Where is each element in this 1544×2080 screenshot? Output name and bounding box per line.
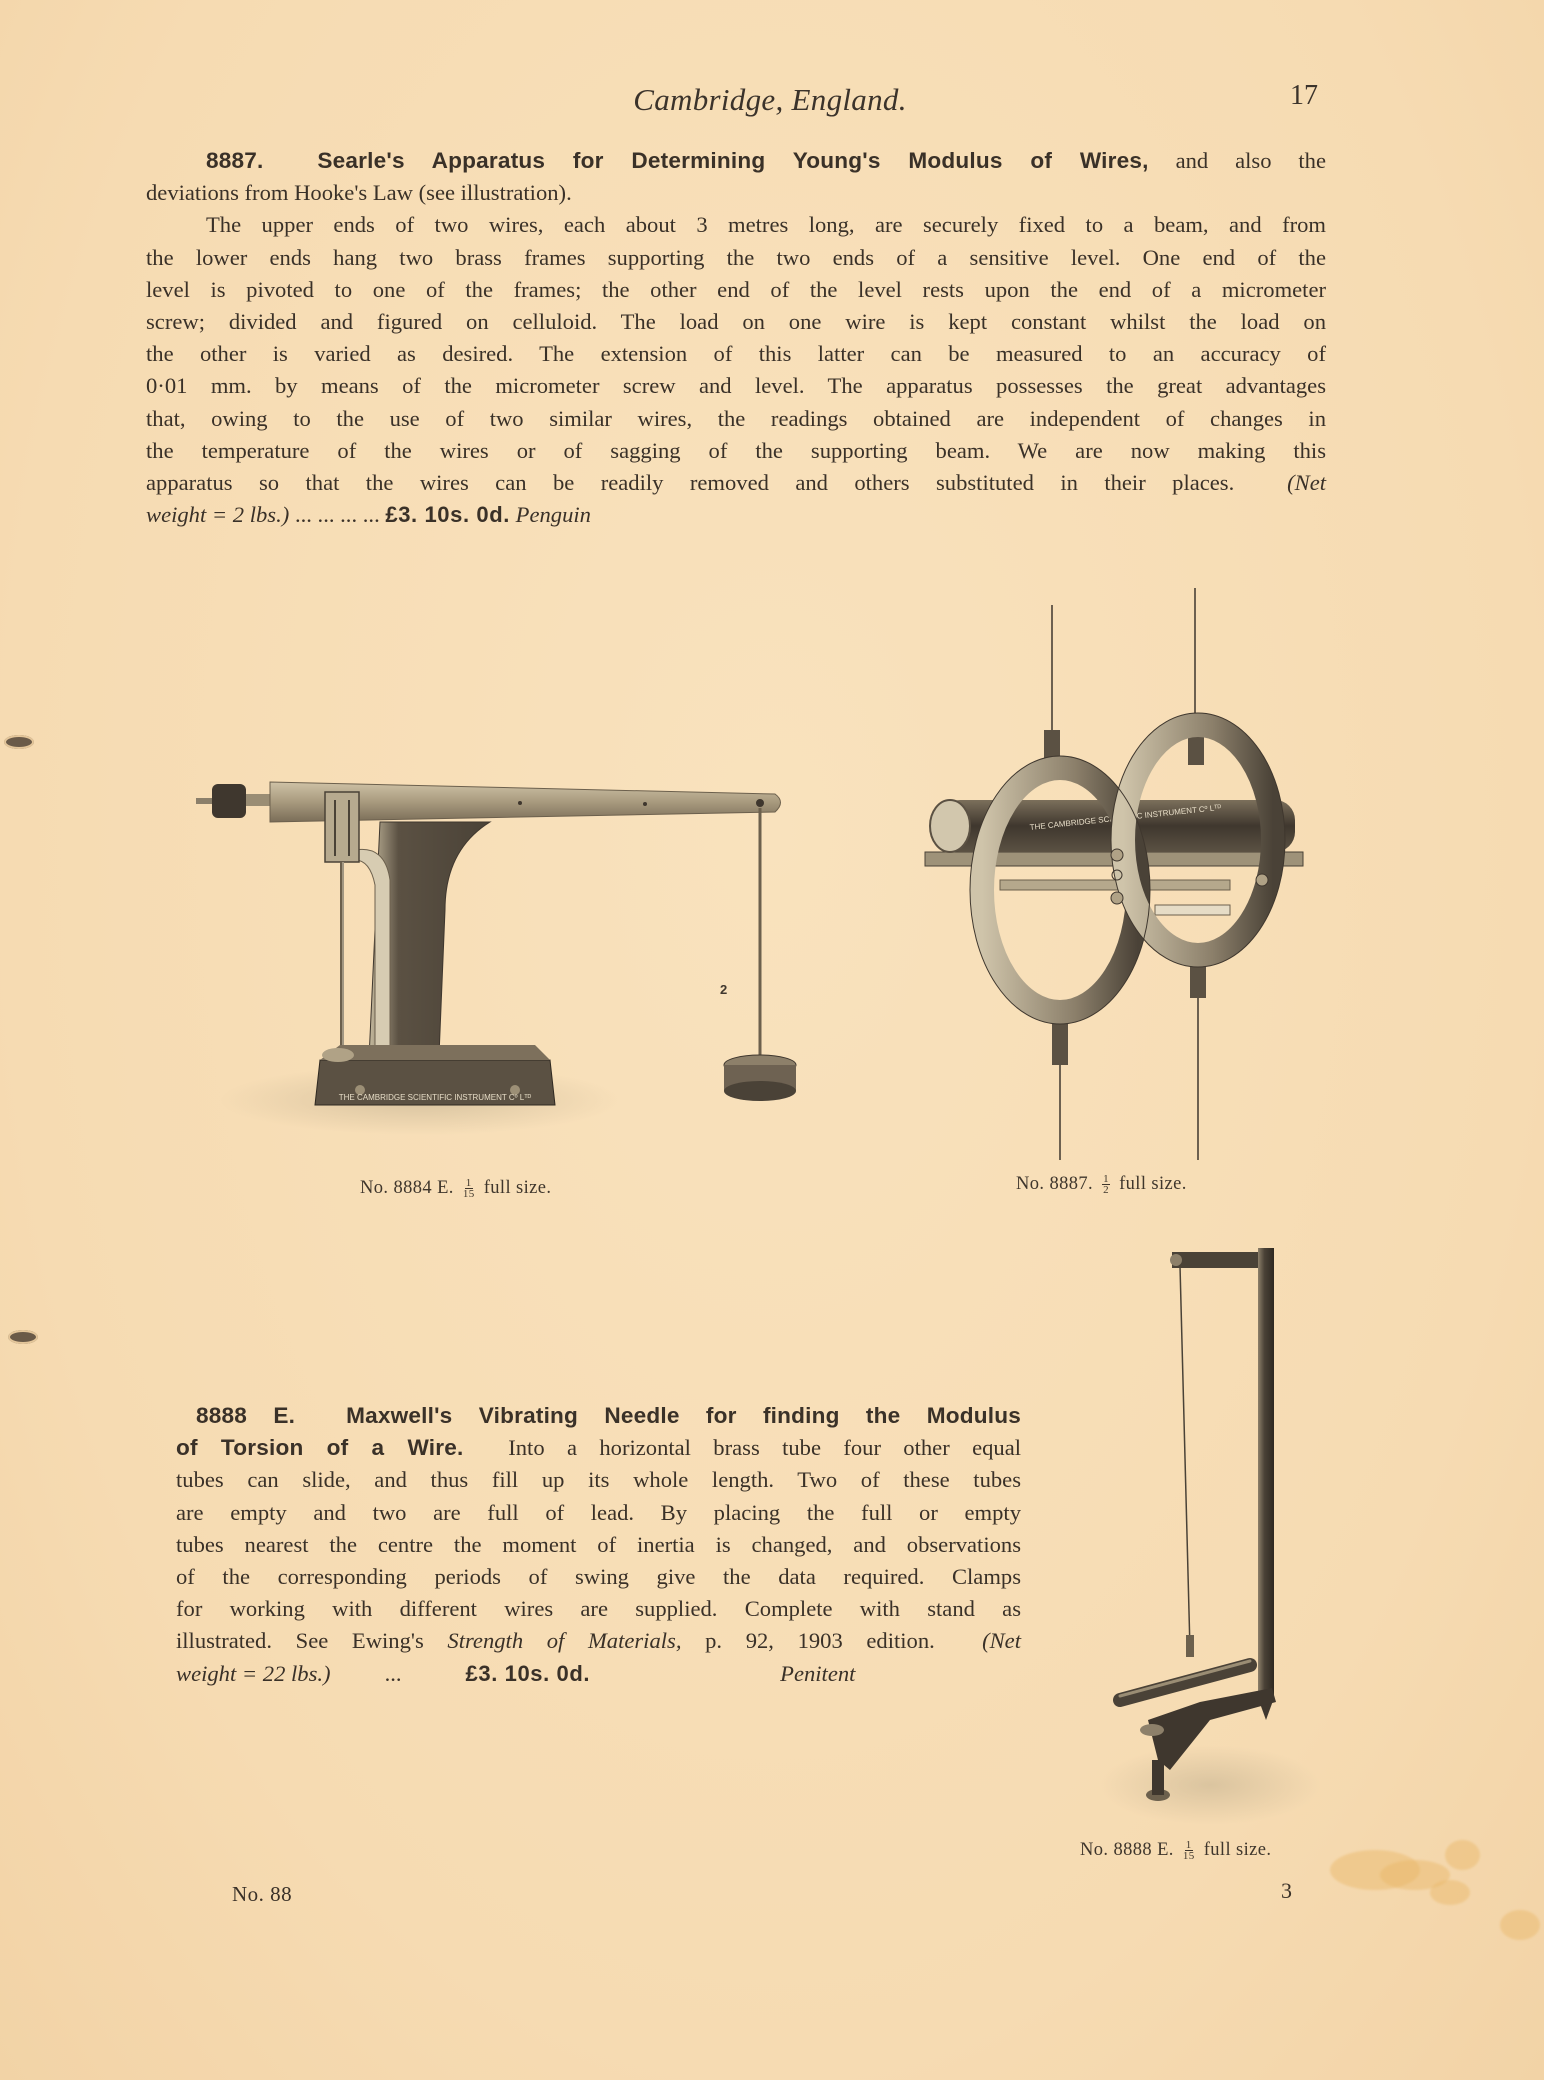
net-weight: weight = 22 lbs.) (176, 1660, 331, 1686)
net-label: (Net (982, 1628, 1021, 1654)
text-line: the other is varied as desired. The extension of this latter can be measured to an accuracy of (146, 341, 1326, 367)
price: £3. 10s. 0d. (465, 1660, 591, 1686)
text-line: of the corresponding periods of swing give the data required. Clamps (176, 1564, 1021, 1590)
price-line (176, 1658, 1021, 1690)
leader-dots: ... (340, 502, 358, 528)
net-label: (Net (1287, 470, 1326, 496)
fraction-denominator: 15 (462, 1188, 475, 1201)
net-weight: weight = 2 lbs.) (146, 502, 290, 528)
caption-8887 (1016, 1174, 1187, 1195)
price-line (146, 499, 1326, 531)
running-head: Cambridge, England. (633, 82, 907, 117)
weight-mark: 2 (720, 982, 728, 997)
item-title-tail: and also the (1148, 148, 1326, 173)
item-8888E-description (176, 1400, 1021, 1690)
item-8887-heading-line (146, 145, 1326, 177)
signature-mark: No. 88 (232, 1882, 293, 1906)
caption-8884E (360, 1178, 551, 1199)
item-number: 8888 E. (196, 1403, 296, 1428)
leader-dots: ... (294, 502, 312, 528)
item-8888E-heading-line (176, 1400, 1021, 1432)
leader-dots: ... (384, 1660, 402, 1686)
page-number: 17 (1290, 80, 1318, 111)
binding-hole-bottom (8, 1330, 38, 1344)
fraction-numerator: 1 (1185, 1839, 1192, 1852)
maker-plate: THE CAMBRIDGE SCIENTIFIC INSTRUMENT Cº Lᵀᴰ (338, 1093, 532, 1102)
scale-fraction (1102, 1174, 1110, 1195)
scale-fraction (463, 1178, 475, 1199)
text-line: level is pivoted to one of the frames; the other end of the level rests upon the end of a micrometer (146, 276, 1326, 302)
text-line: deviations from Hooke's Law (see illustration). (146, 180, 572, 206)
item-title: Searle's Apparatus for Determining Young's Modulus of Wires, (317, 148, 1149, 173)
text-line: the lower ends hang two brass frames supporting the two ends of a sensitive level. One end of the (146, 244, 1326, 270)
item-8887-description (146, 145, 1326, 531)
code-word: Penguin (515, 502, 591, 528)
text-fragment: Into a horizontal brass tube four other equal (508, 1435, 1022, 1461)
code-word: Penitent (780, 1660, 856, 1686)
scale-fraction (1183, 1840, 1195, 1861)
text-fragment: p. 92, 1903 edition. (705, 1628, 935, 1654)
illustration-8887 (920, 580, 1320, 1160)
price: £3. 10s. 0d. (385, 502, 510, 528)
fraction-numerator: 1 (1103, 1173, 1110, 1186)
caption-8888E (1080, 1840, 1271, 1861)
item-number: 8887. (206, 148, 264, 173)
text-line: screw; divided and figured on celluloid. The load on one wire is kept constant whilst the load on (146, 309, 1326, 335)
text-line: tubes nearest the centre the moment of inertia is changed, and observations (176, 1531, 1021, 1557)
tube-engraving: THE CAMBRIDGE SCIENTIFIC INSTRUMENT Cº Lᵀᴰ (1029, 802, 1222, 832)
text-line: for working with different wires are supplied. Complete with stand as (176, 1596, 1021, 1622)
caption-number: No. 8884 E. (360, 1178, 454, 1198)
book-title: Strength of Materials, (447, 1628, 682, 1654)
binding-hole-top (4, 735, 34, 749)
caption-scale: full size. (483, 1178, 552, 1198)
text-line: 0·01 mm. by means of the micrometer screw and level. The apparatus possesses the great advantages (146, 373, 1326, 399)
leader-dots: ... (317, 502, 335, 528)
fraction-numerator: 1 (465, 1177, 472, 1190)
text-line-with-net (146, 467, 1326, 499)
text-line: The upper ends of two wires, each about 3 metres long, are securely fixed to a beam, and from (206, 212, 1326, 238)
caption-number: No. 8888 E. (1080, 1840, 1174, 1860)
caption-number: No. 8887. (1016, 1174, 1094, 1194)
fraction-denominator: 2 (1103, 1184, 1110, 1197)
sheet-number: 3 (1281, 1878, 1292, 1903)
text-line-with-reference (176, 1625, 1021, 1657)
fraction-denominator: 15 (1182, 1850, 1195, 1863)
illustration-8888E (1100, 1240, 1320, 1830)
text-line: that, owing to the use of two similar wires, the readings obtained are independent of changes in (146, 405, 1326, 431)
illustration-8884E (190, 760, 810, 1130)
caption-scale: full size. (1203, 1840, 1272, 1860)
text-line: the temperature of the wires or of sagging of the supporting beam. We are now making this (146, 437, 1326, 463)
text-line: apparatus so that the wires can be readily removed and others substituted in their places. (146, 470, 1235, 496)
item-title: Maxwell's Vibrating Needle for finding the Modulus (346, 1403, 1021, 1428)
item-title-cont: of Torsion of a Wire. (176, 1435, 464, 1461)
text-fragment: illustrated. See Ewing's (176, 1628, 424, 1654)
leader-dots: ... (362, 502, 380, 528)
text-line: tubes can slide, and thus fill up its whole length. Two of these tubes (176, 1467, 1021, 1493)
caption-scale: full size. (1119, 1174, 1187, 1194)
text-line: are empty and two are full of lead. By placing the full or empty (176, 1499, 1021, 1525)
text-line (176, 1432, 1021, 1464)
